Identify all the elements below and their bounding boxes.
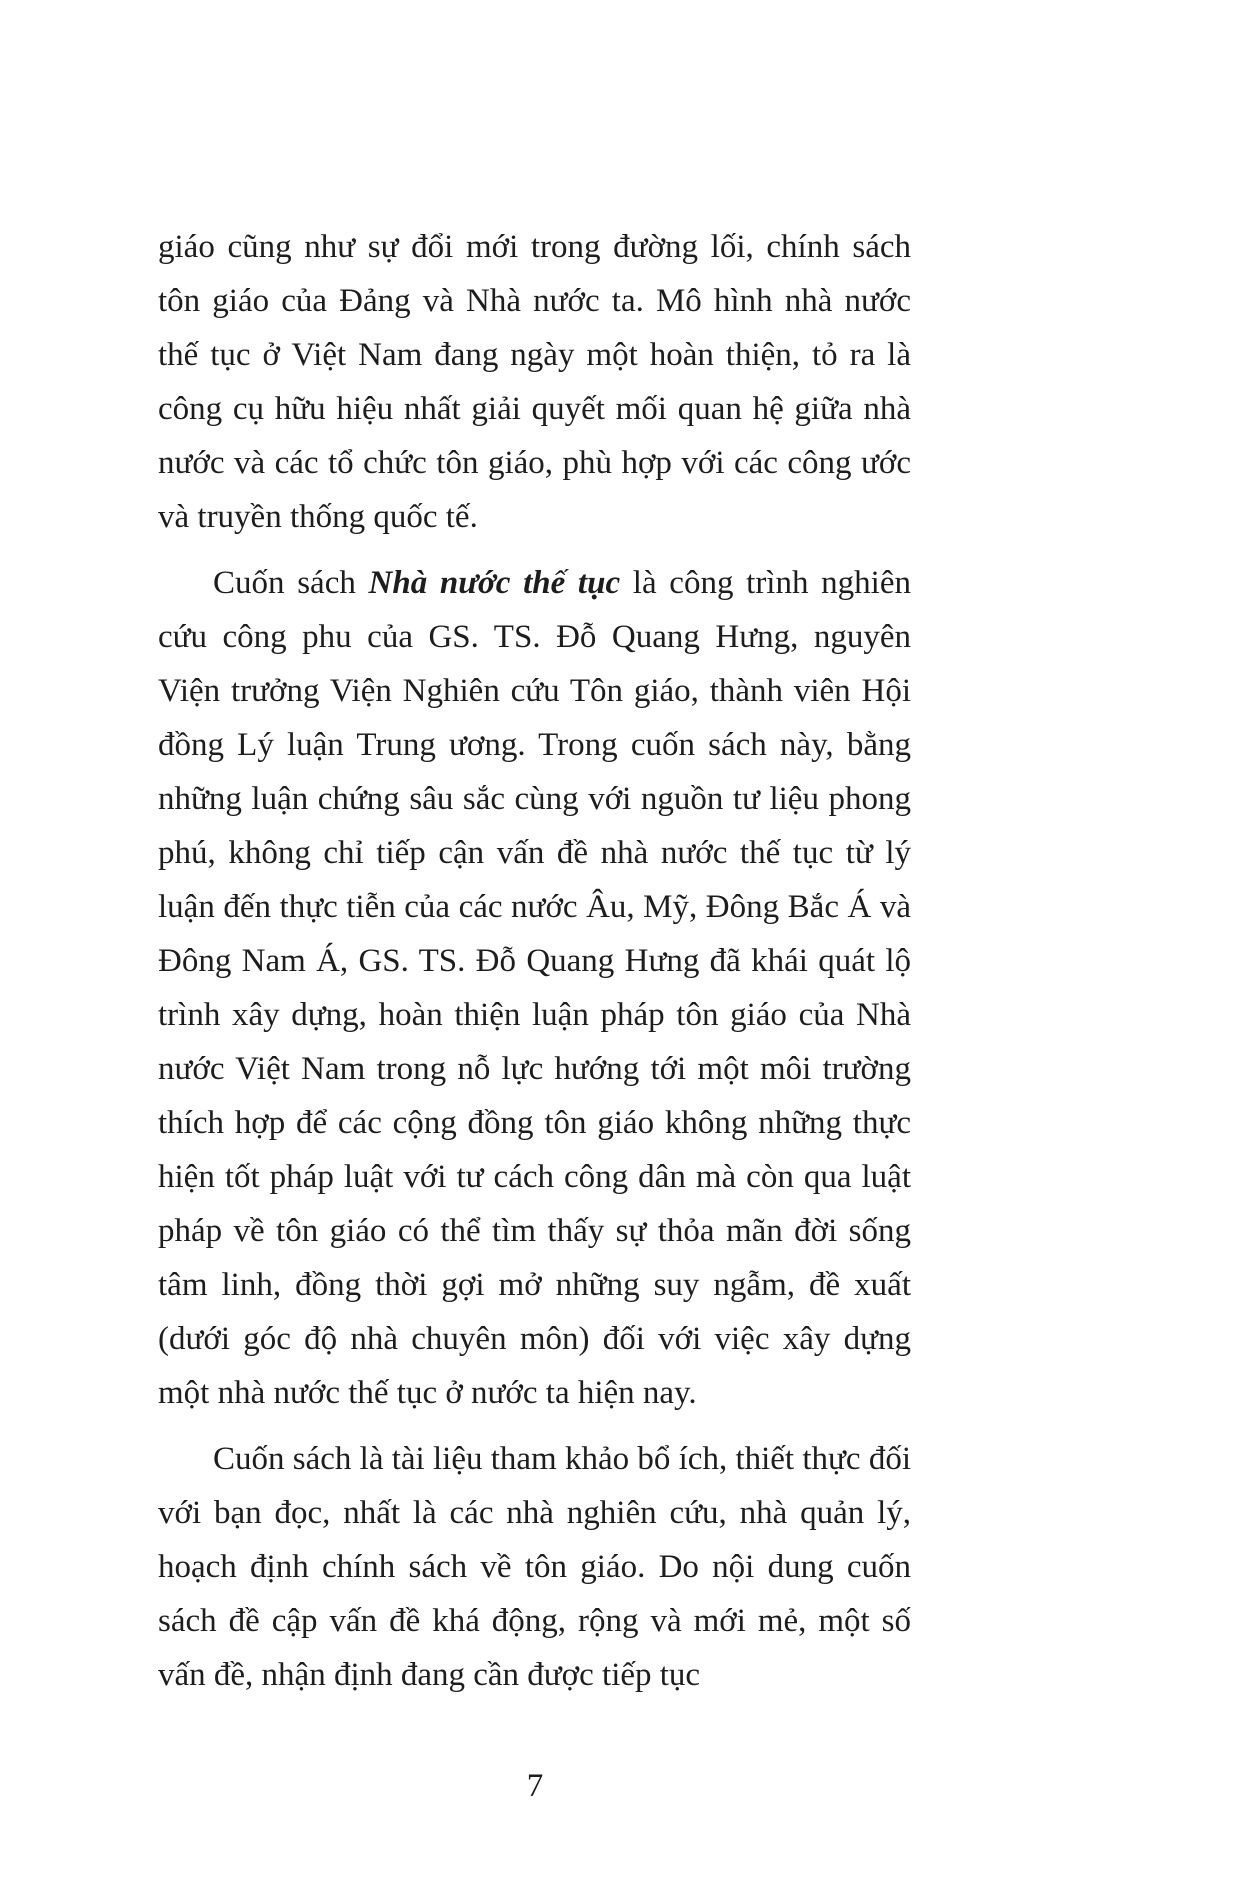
paragraph-recommendation: Cuốn sách là tài liệu tham khảo bổ ích, thiết thực đối với bạn đọc, nhất là các nhà nghiên cứu, nhà quản lý, hoạch định chính sách về tôn giáo. Do nội dung cuốn sách đề cập vấn đề khá động, rộng và mới mẻ, một số vấn đề, nhận định đang cần được tiếp tục — [158, 1441, 911, 1693]
book-title: Nhà nước thế tục — [368, 565, 621, 601]
paragraph-body: là công trình nghiên cứu công phu của GS. TS. Đỗ Quang Hưng, nguyên Viện trưởng Viện Nghiên cứu Tôn giáo, thành viên Hội đồng Lý luận Trung ương. Trong cuốn sách này, bằng những luận chứng sâu sắc cùng với nguồn tư liệu phong phú, không chỉ tiếp cận vấn đề nhà nước thế tục từ lý luận đến thực tiễn của các nước Âu, Mỹ, Đông Bắc Á và Đông Nam Á, GS. TS. Đỗ Quang Hưng đã khái quát lộ trình xây dựng, hoàn thiện luận pháp tôn giáo của Nhà nước Việt Nam trong nỗ lực hướng tới một môi trường thích hợp để các cộng đồng tôn giáo không những thực hiện tốt pháp luật với tư cách công dân mà còn qua luật pháp về tôn giáo có thể tìm thấy sự thỏa mãn đời sống tâm linh, đồng thời gợi mở những suy ngẫm, đề xuất (dưới góc độ nhà chuyên môn) đối với việc xây dựng một nhà nước thế tục ở nước ta hiện nay. — [158, 565, 911, 1411]
paragraph-lead: Cuốn sách — [213, 565, 369, 601]
paragraph-book-intro — [158, 556, 911, 1420]
paragraph-continued: giáo cũng như sự đổi mới trong đường lối, chính sách tôn giáo của Đảng và Nhà nước ta. Mô hình nhà nước thế tục ở Việt Nam đang ngày một hoàn thiện, tỏ ra là công cụ hữu hiệu nhất giải quyết mối quan hệ giữa nhà nước và các tổ chức tôn giáo, phù hợp với các công ước và truyền thống quốc tế. — [158, 229, 911, 535]
page-number: 7 — [526, 1768, 544, 1804]
body-text — [158, 220, 911, 1702]
